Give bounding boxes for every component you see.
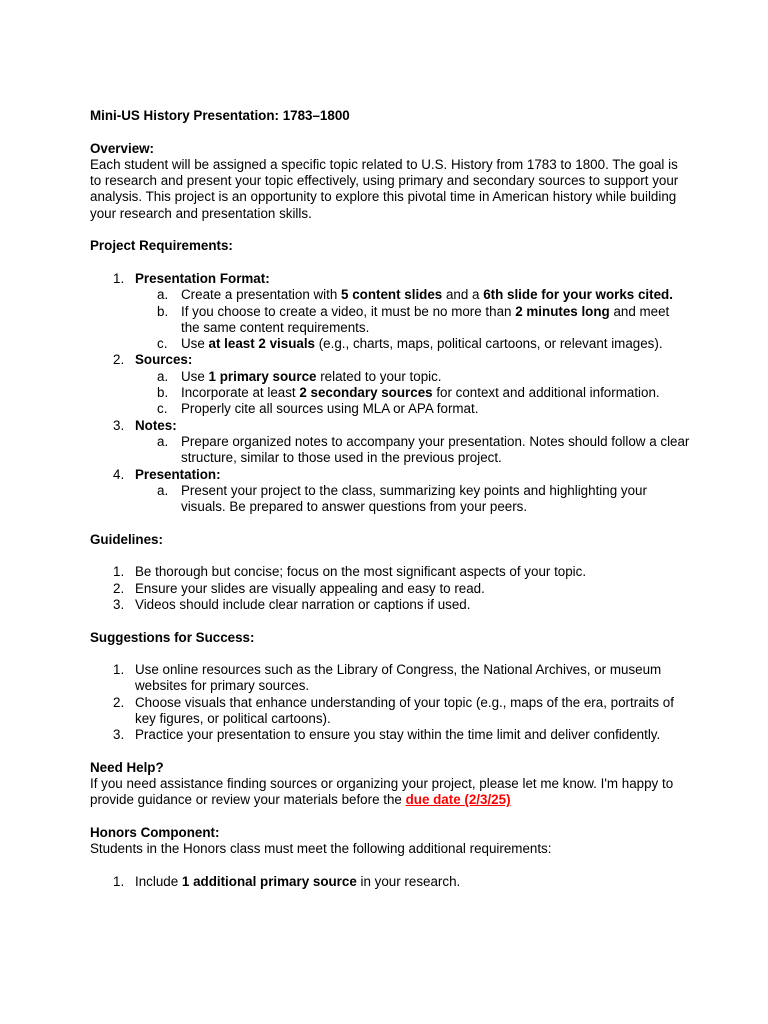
sub-item (90, 369, 690, 385)
sub-list (135, 434, 690, 467)
requirement-item (90, 352, 690, 417)
requirements-heading: Project Requirements: (90, 238, 233, 254)
honors-list (90, 874, 690, 890)
honors-heading: Honors Component: (90, 825, 220, 841)
sub-item (90, 304, 690, 337)
sub-text: for context and additional information. (432, 385, 660, 401)
list-number: 1. (113, 873, 125, 889)
suggestions-heading: Suggestions for Success: (90, 629, 255, 645)
sub-text: If you choose to create a video, it must be no more than (181, 303, 516, 319)
list-text: Be thorough but concise; focus on the most significant aspects of your topic. (135, 564, 587, 580)
requirement-item (90, 418, 690, 467)
sub-text: Create a presentation with (181, 287, 342, 303)
requirement-title: Presentation Format: (135, 270, 270, 286)
document-body (90, 108, 690, 890)
list-number: 1. (113, 270, 125, 286)
list-number: 2. (113, 580, 125, 596)
sub-list (135, 287, 690, 352)
sub-item (90, 336, 690, 352)
requirement-title: Sources: (135, 352, 193, 368)
sub-letter: a. (157, 482, 169, 498)
list-text: Include (135, 873, 182, 889)
sub-text: (e.g., charts, maps, political cartoons, or relevant images). (315, 336, 663, 352)
overview-heading: Overview: (90, 140, 155, 156)
sub-bold: 6th slide for your works cited. (483, 287, 673, 303)
list-item (90, 564, 690, 580)
sub-letter: a. (157, 368, 169, 384)
list-text: Choose visuals that enhance understanding of your topic (e.g., maps of the era, portraits of key figures, or political cartoons). (135, 694, 674, 726)
list-number: 1. (113, 662, 125, 678)
guidelines-heading: Guidelines: (90, 531, 163, 547)
suggestions-list (90, 662, 690, 743)
document-title: Mini-US History Presentation: 1783–1800 (90, 108, 350, 123)
list-item (90, 581, 690, 597)
list-bold: 1 additional primary source (181, 873, 357, 889)
overview-text: Each student will be assigned a specific topic related to U.S. History from 1783 to 1800. The goal is to research and present your topic effectively, using primary and secondary sources to support your analysis. This project is an opportunity to explore this pivotal time in American history while building your research and presentation skills. (90, 156, 679, 221)
list-text: Ensure your slides are visually appealing and easy to read. (135, 580, 485, 596)
sub-bold: 5 content slides (341, 287, 443, 303)
requirements-list (90, 271, 690, 515)
sub-letter: a. (157, 433, 169, 449)
list-number: 2. (113, 694, 125, 710)
list-text: Use online resources such as the Library of Congress, the National Archives, or museum websites for primary sources. (135, 662, 662, 694)
sub-item (90, 385, 690, 401)
sub-text: Prepare organized notes to accompany your presentation. Notes should follow a clear structure, similar to those used in the previous project. (181, 433, 690, 466)
help-body: If you need assistance finding sources or organizing your project, please let me know. I'm happy to provide guidance or review your materials before the (90, 776, 674, 808)
help-heading: Need Help? (90, 759, 164, 775)
sub-item (90, 483, 690, 516)
sub-item (90, 401, 690, 417)
sub-text: Use (181, 336, 209, 352)
list-number: 3. (113, 596, 125, 612)
sub-bold: at least 2 visuals (208, 336, 315, 352)
sub-bold: 1 primary source (208, 368, 317, 384)
sub-bold: 2 secondary sources (299, 385, 433, 401)
sub-list (135, 369, 690, 418)
sub-item (90, 434, 690, 467)
list-number: 3. (113, 727, 125, 743)
sub-text: Present your project to the class, summarizing key points and highlighting your visuals. Be prepared to answer questions from your peers. (181, 482, 647, 515)
help-text (90, 776, 690, 809)
sub-text: and meet the same content requirements. (181, 303, 670, 335)
list-text: Practice your presentation to ensure you stay within the time limit and deliver confidently. (135, 727, 661, 743)
list-item (90, 874, 690, 890)
list-number: 2. (113, 352, 125, 368)
due-date-text: due date (2/3/25) (405, 792, 511, 808)
list-text: Videos should include clear narration or captions if used. (135, 596, 471, 612)
list-item (90, 695, 690, 728)
sub-letter: a. (157, 287, 169, 303)
sub-letter: b. (157, 385, 169, 401)
sub-letter: c. (157, 336, 168, 352)
requirement-item (90, 467, 690, 516)
list-item (90, 662, 690, 695)
sub-text: Use (181, 368, 209, 384)
sub-text: and a (442, 287, 484, 303)
sub-list (135, 483, 690, 516)
list-number: 1. (113, 564, 125, 580)
list-text: in your research. (356, 873, 461, 889)
list-number: 4. (113, 466, 125, 482)
requirement-item (90, 271, 690, 352)
sub-letter: b. (157, 303, 169, 319)
list-item (90, 597, 690, 613)
sub-bold: 2 minutes long (515, 303, 610, 319)
list-number: 3. (113, 417, 125, 433)
sub-text: Properly cite all sources using MLA or APA format. (181, 401, 479, 417)
requirement-title: Notes: (135, 417, 177, 433)
sub-text: related to your topic. (316, 368, 442, 384)
guidelines-list (90, 564, 690, 613)
requirement-title: Presentation: (135, 466, 221, 482)
sub-text: Incorporate at least (181, 385, 300, 401)
honors-text: Students in the Honors class must meet the following additional requirements: (90, 841, 552, 857)
sub-item (90, 287, 690, 303)
list-item (90, 727, 690, 743)
sub-letter: c. (157, 401, 168, 417)
